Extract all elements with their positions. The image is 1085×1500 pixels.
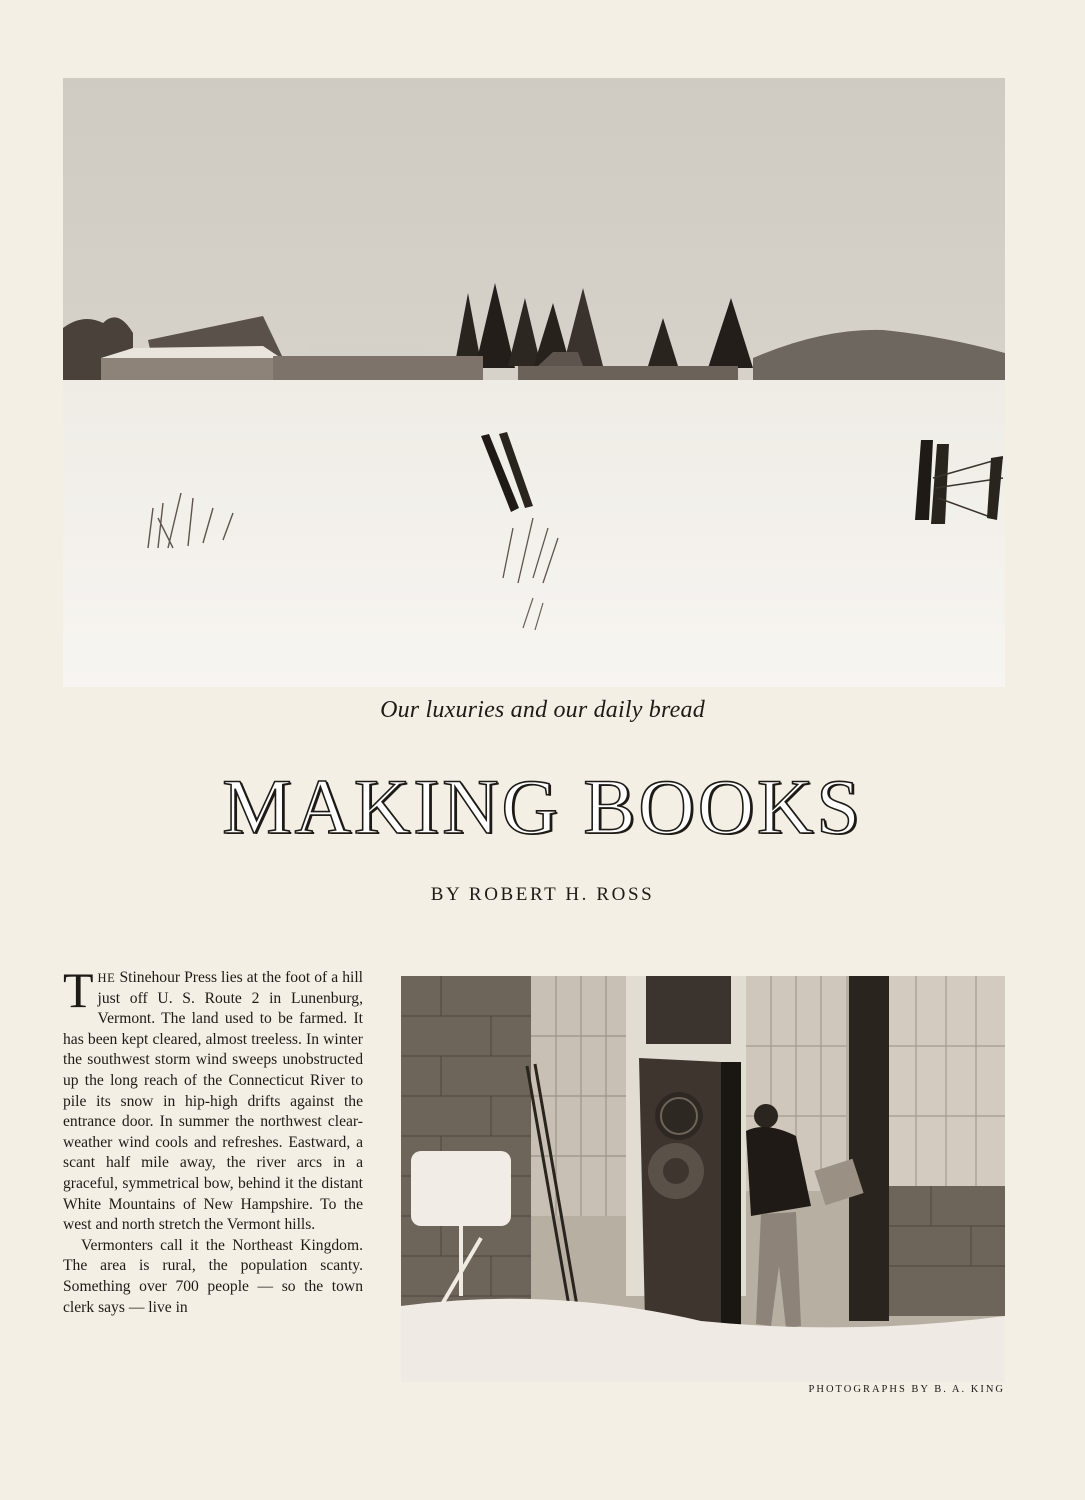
article-byline: BY ROBERT H. ROSS <box>430 884 655 905</box>
body-paragraph-2: Vermonters call it the Northeast Kingdom. The area is rural, the population scanty. Something over 700 people — so the town clerk says — live in <box>63 1236 363 1316</box>
farm-landscape-photo <box>63 78 1005 687</box>
entrance-door-illustration <box>401 976 1005 1382</box>
body-column <box>63 962 363 1318</box>
farm-landscape-illustration <box>63 78 1005 687</box>
article-kicker: Our luxuries and our daily bread <box>380 697 705 723</box>
body-paragraph-1 <box>63 962 363 1236</box>
article-title: MAKING BOOKS <box>222 763 863 850</box>
paragraph-1-text: Stinehour Press lies at the foot of a hill just off U. S. Route 2 in Lunenburg, Vermont. The land used to be farmed. It has been kept cleared, almost treeless. In winter the southwest storm wind sweeps unobstructed up the long reach of the Connecticut River to pile its snow in hip-high drifts against the entrance door. In summer the northwest clear-weather wind cools and refreshes. Eastward, a scant half mile away, the river arcs in a graceful, symmetrical bow, behind it the distant White Mountains of New Hampshire. To the west and north stretch the Vermont hills. <box>63 969 363 1234</box>
entrance-door-photo <box>401 976 1005 1382</box>
photo-credit: PHOTOGRAPHS BY B. A. KING <box>808 1384 1005 1395</box>
drop-cap: T <box>63 962 94 1018</box>
small-caps-lead: HE <box>97 971 116 985</box>
